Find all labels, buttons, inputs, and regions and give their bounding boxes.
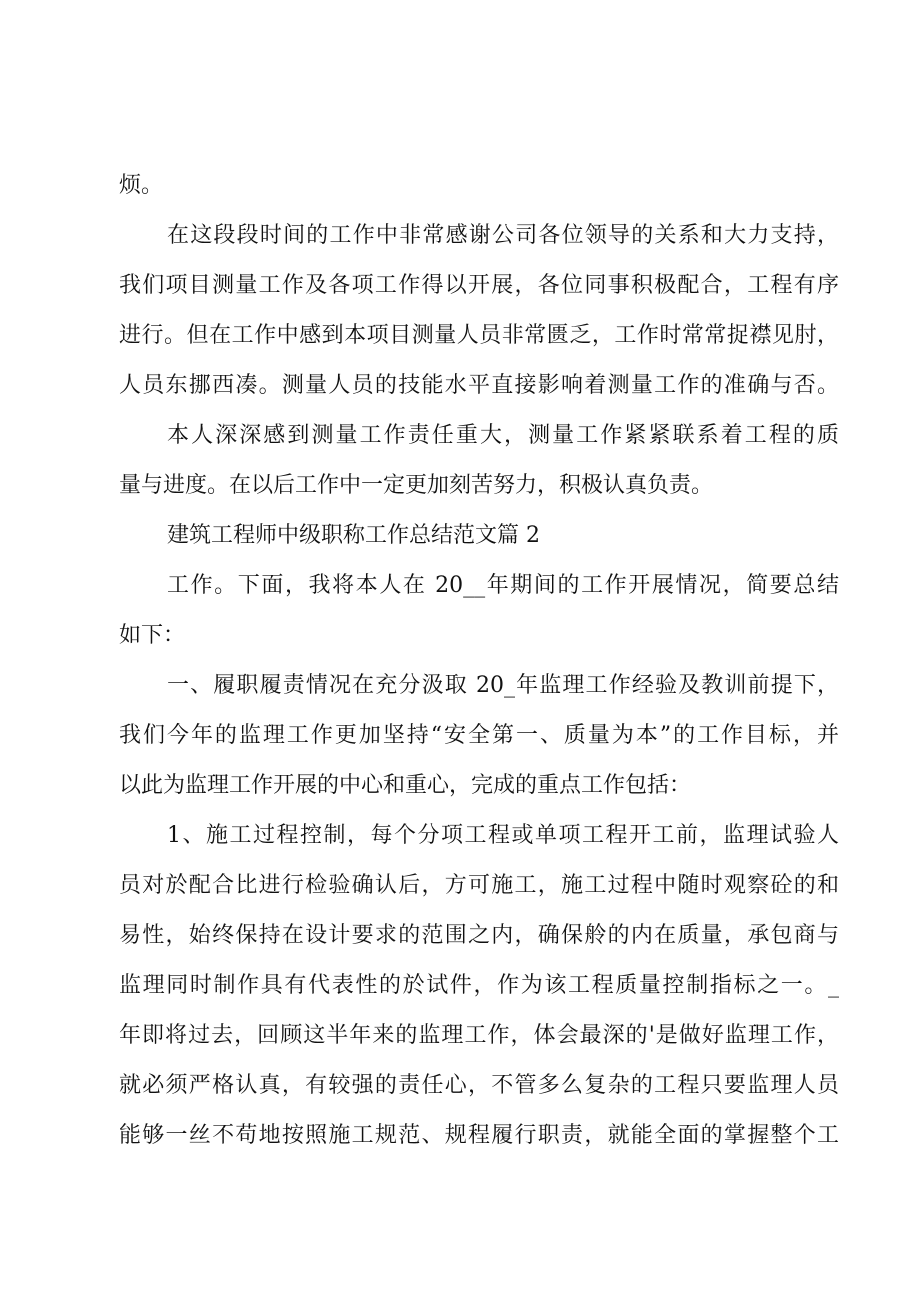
text-line: 以此为监理工作开展的中心和重心，完成的重点工作包括：: [119, 773, 692, 798]
text-line: 工作。下面，我将本人在 20__年期间的工作开展情况，简要总结: [167, 573, 839, 598]
text-line: 烦。: [119, 173, 164, 198]
text-line: 量与进度。在以后工作中一定更加刻苦努力，积极认真负责。: [119, 473, 714, 498]
section-heading: 建筑工程师中级职称工作总结范文篇 2: [167, 523, 540, 548]
text-line: 就必须严格认真，有较强的责任心，不管多么复杂的工程只要监理人员: [119, 1073, 839, 1098]
text-line: 进行。但在工作中感到本项目测量人员非常匮乏，工作时常常捉襟见肘，: [119, 323, 839, 348]
text-line: 监理同时制作具有代表性的於试件，作为该工程质量控制指标之一。_: [119, 973, 839, 998]
text-line: 本人深深感到测量工作责任重大，测量工作紧紧联系着工程的质: [167, 423, 839, 448]
text-line: 1、施工过程控制，每个分项工程或单项工程开工前，监理试验人: [167, 823, 839, 848]
text-line: 在这段段时间的工作中非常感谢公司各位领导的关系和大力支持，: [167, 223, 839, 248]
text-line: 能够一丝不苟地按照施工规范、规程履行职责，就能全面的掌握整个工: [119, 1123, 839, 1148]
text-line: 人员东挪西凑。测量人员的技能水平直接影响着测量工作的准确与否。: [119, 373, 839, 398]
text-line: 员对於配合比进行检验确认后，方可施工，施工过程中随时观察砼的和: [119, 873, 839, 898]
text-line: 易性，始终保持在设计要求的范围之内，确保舲的内在质量，承包商与: [119, 923, 839, 948]
text-line: 如下：: [119, 623, 186, 648]
text-line: 一、履职履责情况在充分汲取 20_年监理工作经验及教训前提下，: [167, 673, 839, 698]
text-line: 年即将过去，回顾这半年来的监理工作，体会最深的'是做好监理工作，: [119, 1023, 839, 1048]
text-line: 我们项目测量工作及各项工作得以开展，各位同事积极配合，工程有序: [119, 273, 839, 298]
text-line: 我们今年的监理工作更加坚持“安全第一、质量为本”的工作目标，并: [119, 723, 839, 748]
